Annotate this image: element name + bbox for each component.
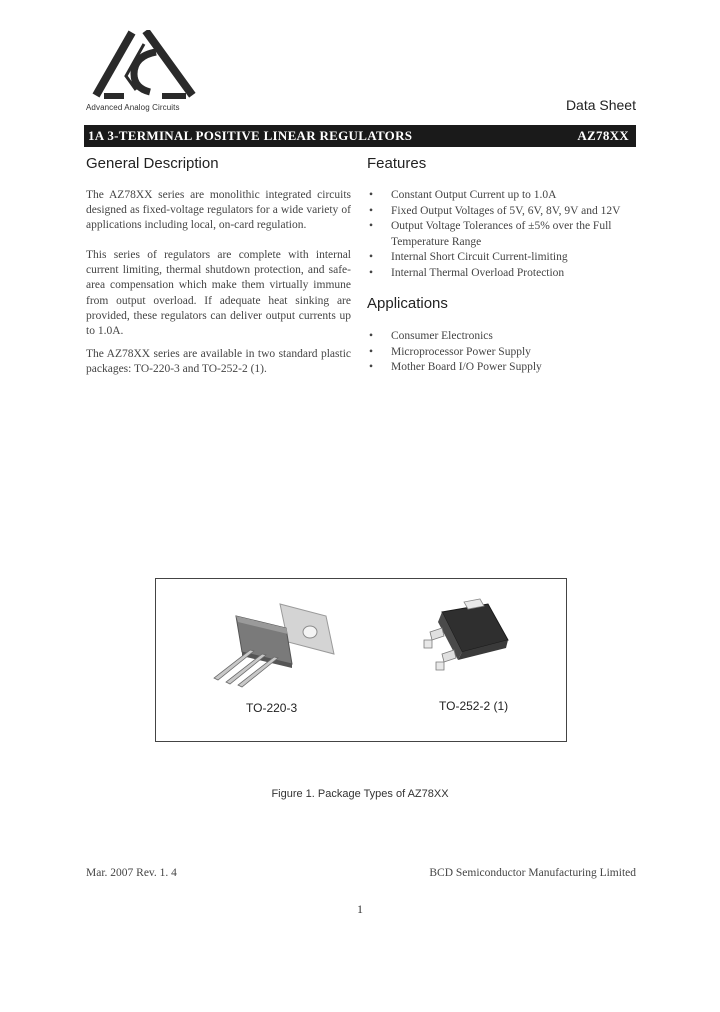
features-list (367, 188, 637, 282)
general-description-heading: General Description (86, 155, 219, 172)
bullet-icon: • (369, 189, 374, 201)
footer-date-revision: Mar. 2007 Rev. 1. 4 (86, 867, 177, 879)
description-paragraph: The AZ78XX series are monolithic integrated circuits designed as fixed-voltage regulators for a wide variety of applications including local, on-card regulation. (86, 189, 351, 232)
footer-company: BCD Semiconductor Manufacturing Limited (429, 867, 636, 879)
bullet-icon: • (369, 220, 374, 233)
package-figure (155, 578, 567, 742)
package-label: TO-252-2 (1) (439, 699, 509, 713)
bullet-icon: • (369, 204, 374, 217)
applications-list (367, 329, 637, 376)
list-item: • Internal Short Circuit Current-limiting (367, 250, 637, 266)
doc-type-label: Data Sheet (565, 97, 636, 113)
list-item: • Fixed Output Voltages of 5V, 6V, 8V, 9V and 12V (367, 204, 637, 220)
list-item: • Consumer Electronics (367, 329, 637, 345)
description-paragraph: This series of regulators are complete with internal current limiting, thermal shutdown protection, and safe-area compensation which make them virtually immune from output overload. If adequate heat sinking are provided, these regulators can deliver output currents up to 1.0A. (86, 249, 351, 338)
document-title: 1A 3-TERMINAL POSITIVE LINEAR REGULATORS (88, 128, 413, 143)
list-item: • Mother Board I/O Power Supply (367, 360, 637, 376)
features-heading: Features (367, 155, 427, 172)
description-paragraph: The AZ78XX series are available in two standard plastic packages: TO-220-3 and TO-252-2 (1). (86, 348, 351, 376)
page-number: 1 (357, 902, 363, 916)
bullet-icon: • (369, 266, 374, 279)
list-item: • Microprocessor Power Supply (367, 345, 637, 361)
bullet-icon: • (369, 345, 374, 358)
bullet-icon: • (369, 330, 374, 342)
part-number: AZ78XX (577, 128, 629, 143)
applications-heading: Applications (367, 295, 448, 312)
to220-package-image (206, 594, 346, 694)
list-item: • Output Voltage Tolerances of ±5% over the Full Temperature Range (369, 220, 612, 248)
package-label: TO-220-3 (246, 701, 298, 715)
bullet-icon: • (369, 251, 374, 264)
figure-caption: Figure 1. Package Types of AZ78XX (271, 788, 449, 800)
list-item: • Constant Output Current up to 1.0A (367, 188, 637, 204)
to252-package-image (414, 596, 524, 691)
bullet-icon: • (369, 361, 374, 374)
title-bar (84, 125, 636, 147)
list-item: • Internal Thermal Overload Protection (367, 266, 637, 282)
company-name: Advanced Analog Circuits (86, 103, 180, 112)
